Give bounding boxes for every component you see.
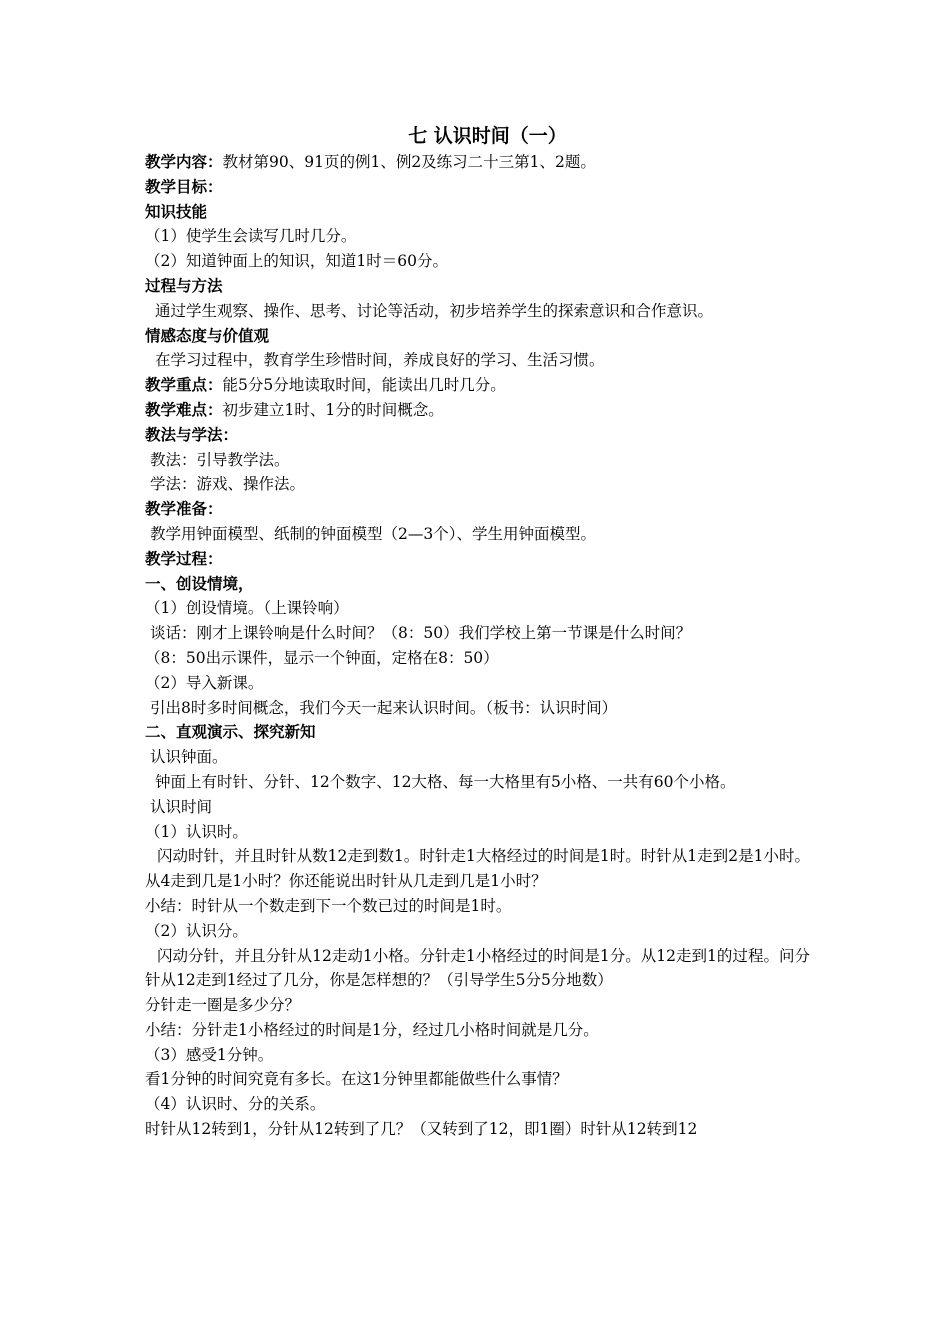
relation-label: （4）认识时、分的关系。 [145, 1095, 326, 1114]
difficulty-text: 初步建立1时、1分的时间概念。 [222, 400, 444, 419]
difficulty [145, 398, 810, 423]
section1-line: （8：50出示课件，显示一个钟面，定格在8：50） [145, 648, 499, 667]
teaching-content [145, 150, 810, 175]
methods-item: 学法：游戏、操作法。 [150, 475, 306, 494]
section1-line: （2）导入新课。 [145, 673, 264, 692]
clock-face-label: 认识钟面。 [150, 748, 228, 767]
section1-heading: 一、创设情境， [145, 574, 254, 593]
process-method-text: 通过学生观察、操作、思考、讨论等活动，初步培养学生的探索意识和合作意识。 [155, 301, 714, 320]
knowledge-heading: 知识技能 [145, 202, 208, 221]
minute-text: 闪动分针，并且分针从12走动1小格。分针走1小格经过的时间是1分。从12走到1的过程。问分针从12走到1经过了几分，你是怎样想的？（引导学生5分5分地数） [145, 946, 810, 990]
teaching-content-label: 教学内容： [145, 153, 223, 171]
key-point [145, 373, 810, 398]
clock-face-text: 钟面上有时针、分针、12个数字、12大格、每一大格里有5小格、一共有60个小格。 [155, 772, 736, 791]
objectives-heading: 教学目标： [145, 177, 223, 196]
hour-summary: 小结：时针从一个数走到下一个数已过的时间是1时。 [145, 896, 512, 915]
preparation-text: 教学用钟面模型、纸制的钟面模型（2—3个）、学生用钟面模型。 [150, 524, 596, 543]
key-point-label: 教学重点： [145, 376, 223, 395]
minute-question: 分针走一圈是多少分？ [145, 996, 301, 1015]
teaching-content-text: 教材第90、91页的例1、例2及练习二十三第1、2题。 [222, 153, 596, 171]
emotion-text: 在学习过程中，教育学生珍惜时间，养成良好的学习、生活习惯。 [155, 351, 605, 370]
time-label: 认识时间 [150, 797, 213, 816]
relation-text: 时针从12转到1，分针从12转到了几？（又转到了12，即1圈）时针从12转到12 [145, 1120, 698, 1139]
preparation-heading: 教学准备： [145, 500, 223, 519]
section1-line: （1）创设情境。（上课铃响） [145, 599, 349, 618]
section1-line: 引出8时多时间概念，我们今天一起来认识时间。（板书：认识时间） [150, 698, 618, 717]
section1-line: 谈话：刚才上课铃响是什么时间？（8：50）我们学校上第一节课是什么时间？ [150, 624, 692, 643]
hour-text: 闪动时针，并且时针从数12走到数1。时针走1大格经过的时间是1时。时针从1走到2是1小时。从4走到几是1小时？你还能说出时针从几走到几是1小时？ [145, 847, 810, 891]
hour-label: （1）认识时。 [145, 822, 248, 841]
knowledge-item: （2）知道钟面上的知识，知道1时＝60分。 [145, 252, 448, 271]
page-title: 七 认识时间（一） [408, 125, 567, 147]
feel-text: 看1分钟的时间究竟有多长。在这1分钟里都能做些什么事情？ [145, 1070, 568, 1089]
emotion-heading: 情感态度与价值观 [145, 326, 270, 345]
process-method-heading: 过程与方法 [145, 276, 223, 295]
procedure-heading: 教学过程： [145, 549, 223, 568]
minute-summary: 小结：分针走1小格经过的时间是1分，经过几小格时间就是几分。 [145, 1020, 599, 1039]
knowledge-item: （1）使学生会读写几时几分。 [145, 227, 357, 246]
methods-heading: 教法与学法： [145, 425, 239, 444]
difficulty-label: 教学难点： [145, 400, 223, 419]
lesson-plan-page [145, 122, 810, 1142]
methods-item: 教法：引导教学法。 [150, 450, 290, 469]
minute-label: （2）认识分。 [145, 921, 248, 940]
feel-label: （3）感受1分钟。 [145, 1045, 274, 1064]
section2-heading: 二、直观演示、探究新知 [145, 723, 316, 742]
key-point-text: 能5分5分地读取时间，能读出几时几分。 [222, 376, 506, 395]
